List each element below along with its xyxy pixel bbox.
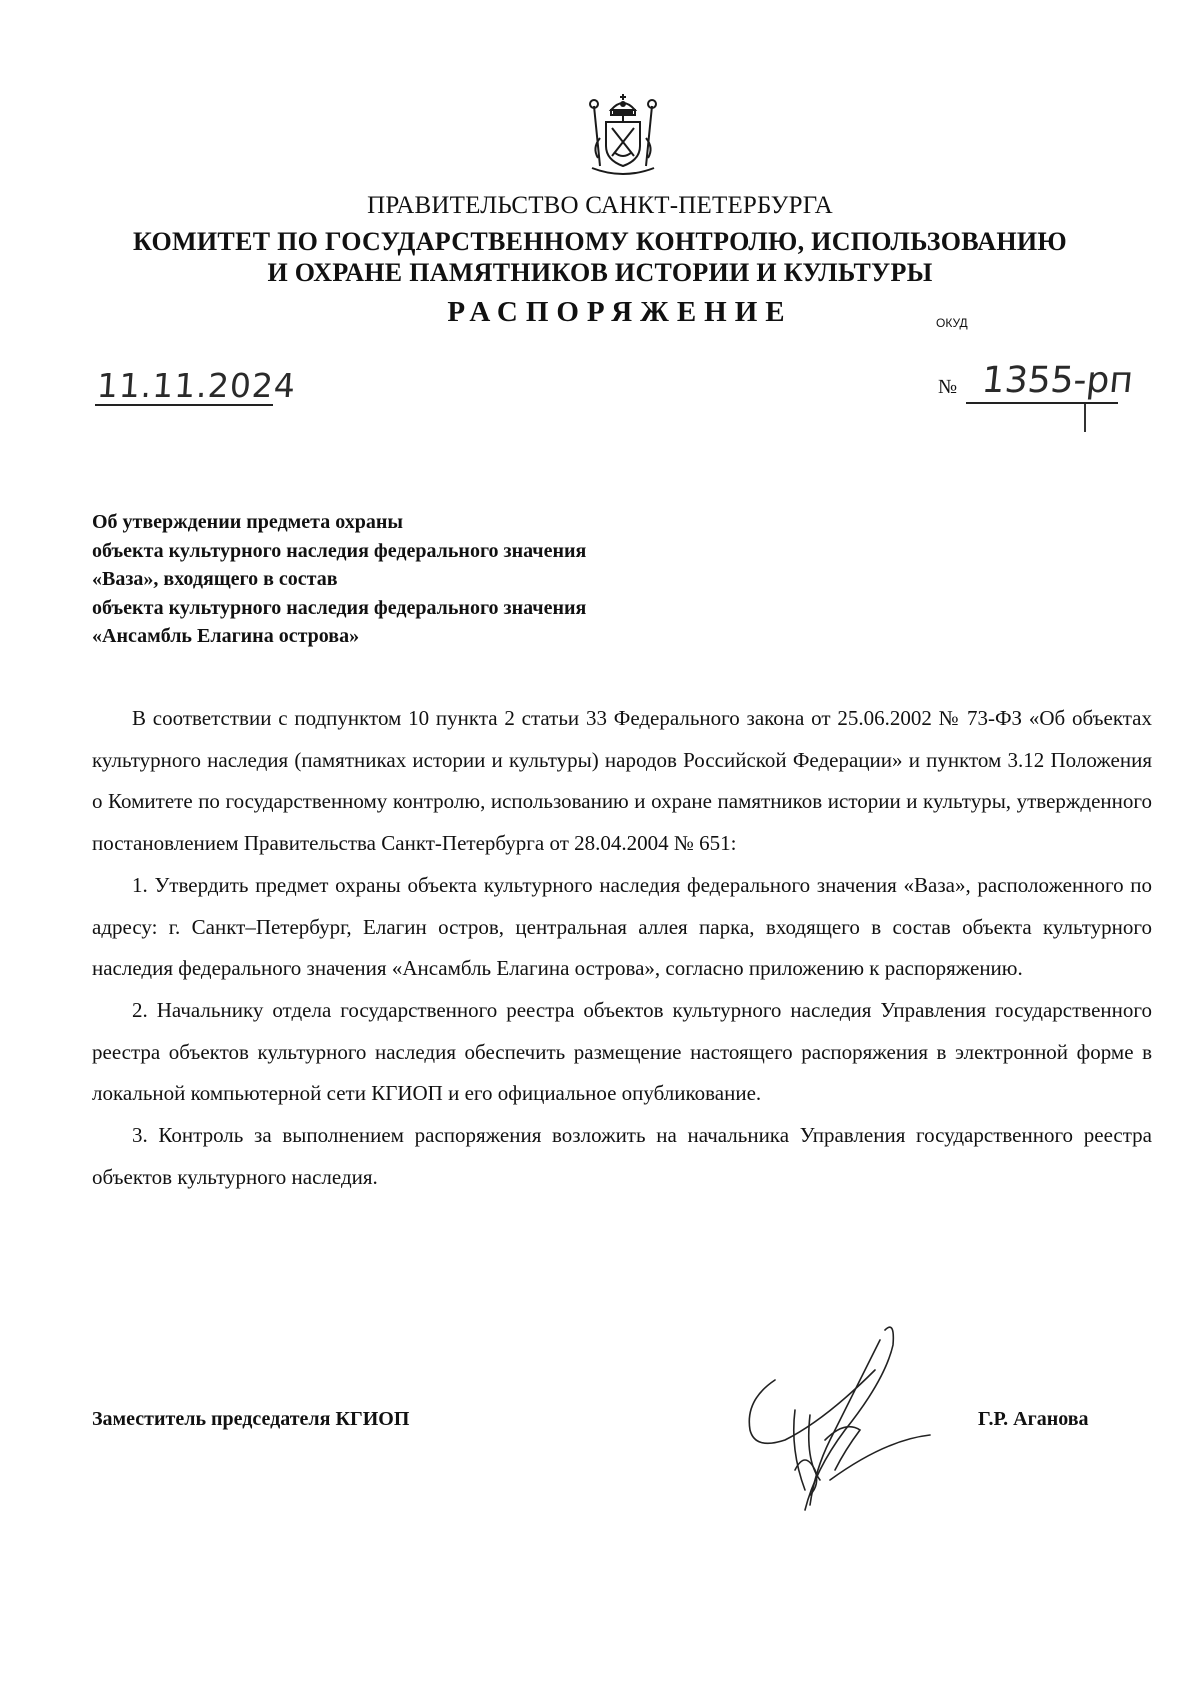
- number-value: 1355-рп: [979, 360, 1136, 401]
- subject-line: объекта культурного наследия федерального значения: [92, 596, 587, 619]
- signature-icon: [735, 1320, 935, 1520]
- coat-of-arms-icon: [578, 88, 668, 178]
- document-date: [95, 366, 298, 408]
- signer-name: Г.Р. Аганова: [978, 1408, 1089, 1430]
- date-value: 11.11.2024: [95, 366, 298, 405]
- document-type: РАСПОРЯЖЕНИЕ: [447, 296, 793, 328]
- signer-title: Заместитель председателя КГИОП: [92, 1408, 410, 1430]
- number-underline: [966, 402, 1118, 404]
- government-title: ПРАВИТЕЛЬСТВО САНКТ-ПЕТЕРБУРГА: [367, 192, 833, 219]
- point-2-paragraph: 2. Начальнику отдела государственного реестра объектов культурного наследия Управления государственного реестра объектов культурного наследия обеспечить размещение настоящего распоряжения в электронной форме в локальной компьютерной сети КГИОП и его официальное опубликование.: [92, 997, 1152, 1106]
- number-sign: №: [938, 376, 958, 398]
- date-underline: [95, 404, 273, 406]
- subject-line: «Ваза», входящего в состав: [92, 568, 338, 590]
- committee-title-line-2: И ОХРАНЕ ПАМЯТНИКОВ ИСТОРИИ И КУЛЬТУРЫ: [267, 258, 933, 287]
- committee-title: [0, 226, 1200, 288]
- okud-label: ОКУД: [936, 316, 968, 330]
- point-3-paragraph: 3. Контроль за выполнением распоряжения возложить на начальника Управления государственного реестра объектов культурного наследия.: [92, 1123, 1152, 1189]
- point-1-paragraph: 1. Утвердить предмет охраны объекта культурного наследия федерального значения «Ваза», расположенного по адресу: г. Санкт–Петербург, Елагин остров, центральная аллея парка, входящего в состав объекта культурного наследия федерального значения «Ансамбль Елагина острова», согласно приложению к распоряжению.: [92, 872, 1152, 981]
- number-handwriting-stroke: [1084, 404, 1086, 432]
- document-number: [938, 360, 1136, 424]
- subject-line: объекта культурного наследия федерального значения: [92, 539, 587, 562]
- preamble-paragraph: В соответствии с подпунктом 10 пункта 2 статьи 33 Федерального закона от 25.06.2002 № 73-ФЗ «Об объектах культурного наследия (памятниках истории и культуры) народов Российской Федерации» и пунктом 3.12 Положения о Комитете по государственному контролю, использованию и охране памятников истории и культуры, утвержденного постановлением Правительства Санкт-Петербурга от 28.04.2004 № 651:: [92, 706, 1152, 856]
- subject-line: «Ансамбль Елагина острова»: [92, 625, 360, 647]
- subject-line: Об утверждении предмета охраны: [92, 511, 403, 533]
- document-body: [92, 698, 1152, 1198]
- document-subject: [92, 508, 586, 651]
- committee-title-line-1: КОМИТЕТ ПО ГОСУДАРСТВЕННОМУ КОНТРОЛЮ, ИСПОЛЬЗОВАНИЮ: [133, 227, 1067, 256]
